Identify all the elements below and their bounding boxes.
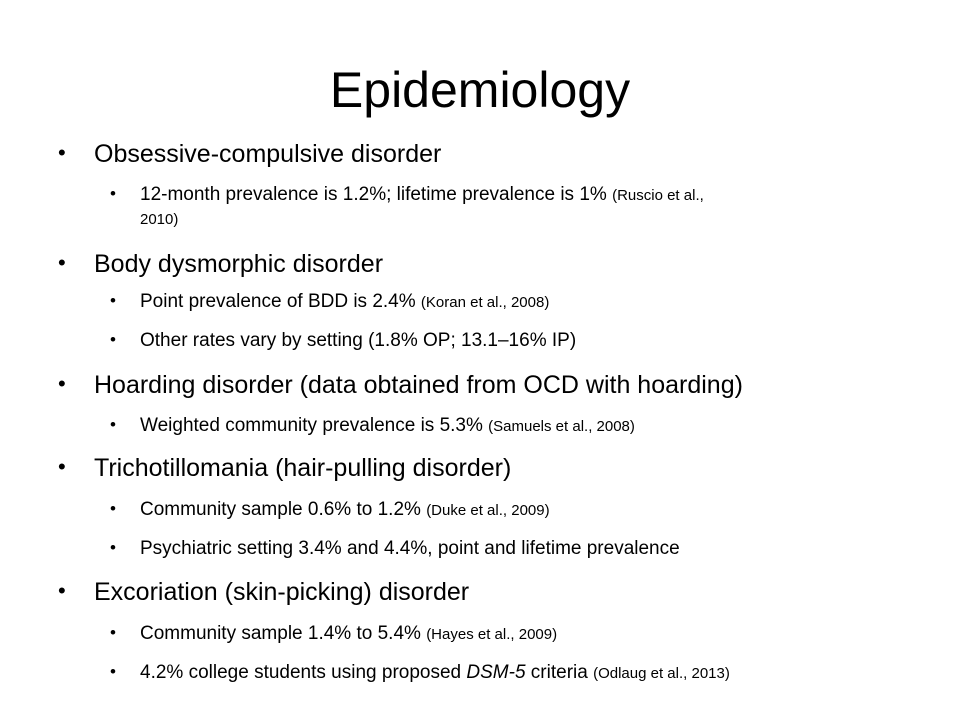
sub-bullet-text: 12-month prevalence is 1.2%; lifetime prevalence is 1% — [140, 184, 607, 205]
bullet-icon: • — [58, 371, 66, 396]
section-heading — [58, 577, 470, 607]
bullet-icon: • — [110, 184, 116, 203]
bullet-icon: • — [110, 623, 116, 642]
citation: (Koran et al., 2008) — [420, 294, 550, 311]
bullet-icon: • — [110, 538, 116, 557]
bullet-icon: • — [110, 415, 116, 434]
section-heading-text: Obsessive-compulsive disorder — [94, 140, 442, 168]
bullet-icon: • — [58, 140, 66, 165]
citation: (Odlaug et al., 2013) — [593, 665, 730, 682]
sub-bullet-italic-text: DSM-5 — [466, 662, 526, 683]
section-heading-text: Trichotillomania (hair-pulling disorder) — [94, 454, 512, 482]
sub-bullet — [110, 661, 730, 686]
sub-bullet-text: criteria — [530, 662, 588, 683]
sub-bullet-text: Weighted community prevalence is 5.3% — [140, 415, 483, 436]
citation: 2010) — [140, 211, 179, 228]
sub-bullet — [110, 329, 577, 353]
sub-bullet — [110, 498, 550, 523]
section-heading-text: Body dysmorphic disorder — [94, 250, 384, 278]
section-heading — [58, 249, 384, 279]
sub-bullet — [110, 622, 558, 647]
citation: (Ruscio et al., — [612, 187, 704, 204]
bullet-icon: • — [110, 662, 116, 681]
slide-title: Epidemiology — [329, 62, 631, 118]
citation: (Samuels et al., 2008) — [488, 418, 635, 435]
bullet-icon: • — [58, 578, 66, 603]
sub-bullet — [110, 290, 550, 315]
bullet-icon: • — [110, 330, 116, 349]
bullet-icon: • — [110, 499, 116, 518]
sub-bullet-text: Community sample 1.4% to 5.4% — [140, 623, 421, 644]
sub-bullet-text: 4.2% college students using proposed — [140, 662, 462, 683]
sub-bullet — [110, 537, 680, 561]
sub-bullet-text: Point prevalence of BDD is 2.4% — [140, 291, 416, 312]
section-heading — [58, 370, 743, 400]
bullet-icon: • — [110, 291, 116, 310]
sub-bullet-text: Other rates vary by setting (1.8% OP; 13.1–16% IP) — [140, 330, 577, 351]
citation: (Duke et al., 2009) — [426, 502, 550, 519]
bullet-icon: • — [58, 454, 66, 479]
sub-bullet — [110, 183, 704, 232]
section-heading-text: Excoriation (skin-picking) disorder — [94, 578, 470, 606]
citation: (Hayes et al., 2009) — [426, 626, 558, 643]
section-heading-text: Hoarding disorder (data obtained from OCD with hoarding) — [94, 371, 743, 399]
sub-bullet — [110, 414, 635, 439]
bullet-icon: • — [58, 250, 66, 275]
sub-bullet-text: Psychiatric setting 3.4% and 4.4%, point and lifetime prevalence — [140, 538, 680, 559]
section-heading — [58, 453, 512, 483]
sub-bullet-text: Community sample 0.6% to 1.2% — [140, 499, 421, 520]
section-heading — [58, 139, 442, 169]
